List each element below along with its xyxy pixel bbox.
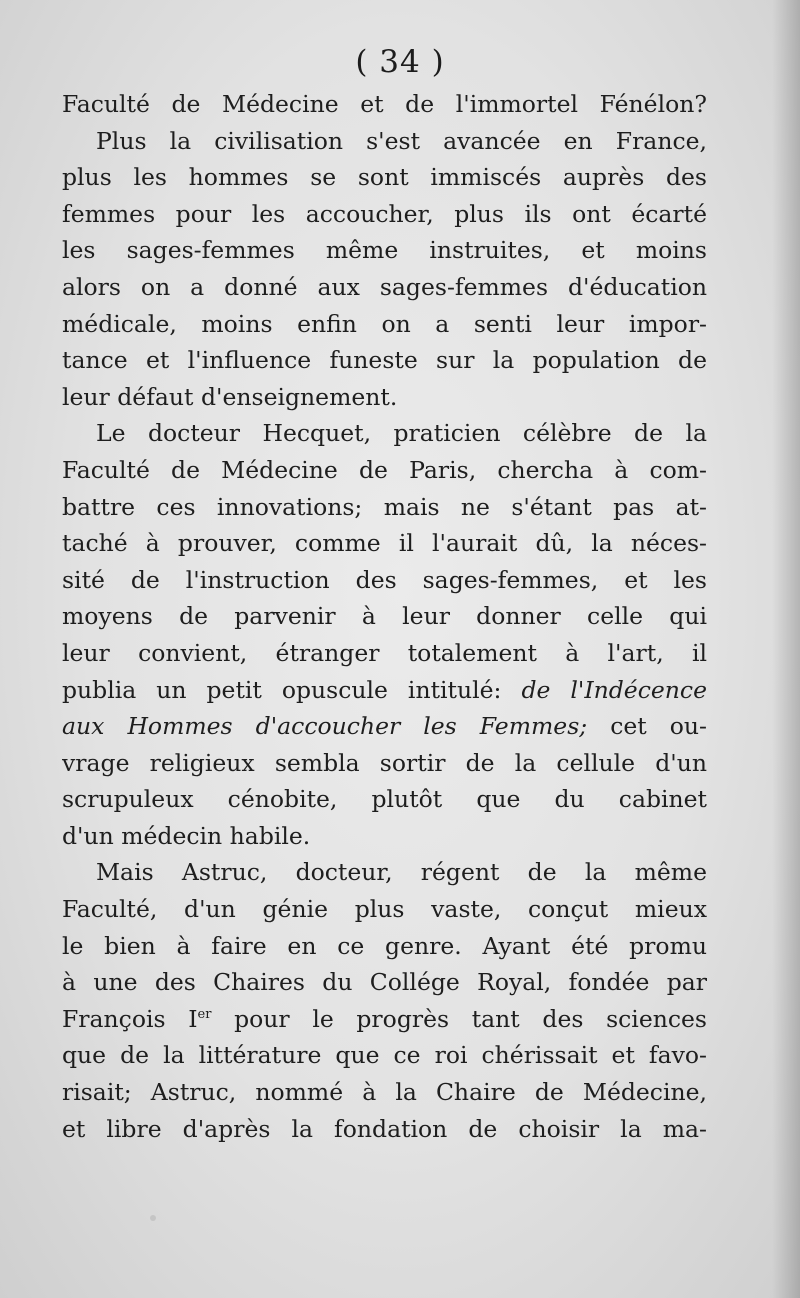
line-text: leur convient, étranger totalement à l'art, il — [62, 638, 707, 667]
text-line — [62, 196, 707, 233]
text-line — [62, 415, 707, 452]
italic-title: de l'Indécence — [521, 675, 707, 704]
line-text: Faculté de Médecine et de l'immortel Fénélon? — [62, 90, 707, 118]
line-text: Mais Astruc, docteur, régent de la même — [96, 858, 707, 887]
line-text: plus les hommes se sont immiscés auprès des — [62, 163, 707, 192]
text-line — [62, 928, 707, 965]
text-line — [62, 489, 707, 526]
line-text: battre ces innovations; mais ne s'étant pas at- — [62, 492, 707, 521]
body-text — [62, 86, 707, 1147]
line-text: d'un médecin habile. — [62, 821, 311, 850]
line-text: à une des Chaires du Collége Royal, fondée par — [62, 968, 707, 997]
text-line — [62, 964, 707, 1001]
line-text: François I — [62, 1004, 198, 1033]
text-line — [62, 379, 707, 416]
text-line — [62, 269, 707, 306]
line-text: femmes pour les accoucher, plus ils ont écarté — [62, 199, 707, 228]
text-line — [62, 342, 707, 379]
line-text: scrupuleux cénobite, plutôt que du cabinet — [62, 785, 707, 814]
line-text: et libre d'après la fondation de choisir la ma- — [62, 1114, 707, 1143]
italic-title: aux Hommes d'accoucher les Femmes; — [62, 712, 588, 741]
superscript: er — [197, 1006, 212, 1022]
line-text: vrage religieux sembla sortir de la cellule d'un — [62, 748, 707, 777]
text-line — [62, 745, 707, 782]
text-line — [62, 159, 707, 196]
line-text: cet ou- — [587, 712, 707, 741]
line-text: le bien à faire en ce genre. Ayant été promu — [62, 931, 707, 960]
text-line — [62, 1111, 707, 1148]
line-text: taché à prouver, comme il l'aurait dû, la néces- — [62, 529, 707, 558]
text-line — [62, 672, 707, 709]
paper-stain — [150, 1215, 156, 1221]
line-text: alors on a donné aux sages-femmes d'éducation — [62, 272, 707, 301]
line-text: pour le progrès tant des sciences — [211, 1004, 707, 1033]
line-text: Faculté de Médecine de Paris, chercha à com- — [62, 455, 707, 484]
text-line — [62, 854, 707, 891]
page-edge-shadow — [772, 0, 800, 1298]
line-text: risait; Astruc, nommé à la Chaire de Médecine, — [62, 1078, 707, 1107]
line-text: publia un petit opuscule intitulé: — [62, 675, 522, 704]
text-line — [62, 1001, 707, 1038]
text-line — [62, 1074, 707, 1111]
text-line — [62, 781, 707, 818]
line-text: Faculté, d'un génie plus vaste, conçut mieux — [62, 895, 707, 924]
text-line — [62, 232, 707, 269]
text-line — [62, 86, 707, 123]
text-line — [62, 123, 707, 160]
text-line — [62, 598, 707, 635]
line-text: Plus la civilisation s'est avancée en France, — [96, 126, 707, 155]
line-text: tance et l'influence funeste sur la population de — [62, 346, 707, 375]
line-text: leur défaut d'enseignement. — [62, 382, 398, 411]
text-line — [62, 635, 707, 672]
text-line — [62, 306, 707, 343]
text-line — [62, 1037, 707, 1074]
line-text: médicale, moins enfin on a senti leur impor- — [62, 309, 707, 338]
text-line — [62, 525, 707, 562]
text-line — [62, 708, 707, 745]
text-line — [62, 818, 707, 855]
line-text: moyens de parvenir à leur donner celle qui — [62, 602, 707, 631]
text-line — [62, 452, 707, 489]
text-line — [62, 891, 707, 928]
line-text: Le docteur Hecquet, praticien célèbre de la — [96, 419, 707, 448]
line-text: les sages-femmes même instruites, et moins — [62, 236, 707, 265]
line-text: sité de l'instruction des sages-femmes, et les — [62, 565, 707, 594]
line-text: que de la littérature que ce roi chérissait et favo- — [62, 1041, 707, 1070]
page-number: ( 34 ) — [355, 44, 445, 80]
text-line — [62, 562, 707, 599]
